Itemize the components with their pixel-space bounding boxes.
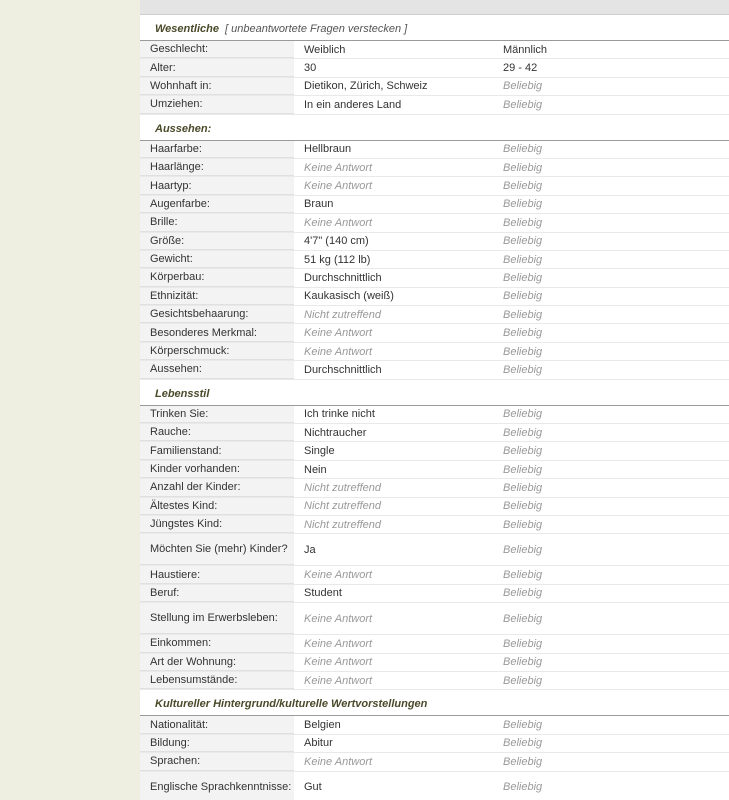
field-label: Sprachen: xyxy=(140,753,294,770)
hide-unanswered-link[interactable]: [ unbeantwortete Fragen verstecken ] xyxy=(225,23,408,35)
partner-preference: Beliebig xyxy=(503,463,543,476)
partner-preference: Beliebig xyxy=(503,143,543,156)
field-value: Hellbraun xyxy=(304,143,352,156)
profile-row xyxy=(140,566,729,584)
field-value: Nicht zutreffend xyxy=(304,518,382,531)
profile-row xyxy=(140,214,729,232)
field-value: Durchschnittlich xyxy=(304,363,382,376)
partner-preference: Beliebig xyxy=(503,80,543,93)
partner-preference: Beliebig xyxy=(503,587,543,600)
field-label: Art der Wohnung: xyxy=(140,654,294,671)
profile-row xyxy=(140,772,729,800)
field-label: Wohnhaft in: xyxy=(140,78,294,95)
field-value: In ein anderes Land xyxy=(304,98,402,111)
field-label: Beruf: xyxy=(140,585,294,602)
profile-row xyxy=(140,343,729,361)
partner-preference: Beliebig xyxy=(503,426,543,439)
profile-row xyxy=(140,654,729,672)
partner-preference: Männlich xyxy=(503,43,548,56)
field-label: Stellung im Erwerbsleben: xyxy=(140,603,294,634)
field-label: Einkommen: xyxy=(140,635,294,652)
partner-preference: Beliebig xyxy=(503,781,543,793)
partner-preference: Beliebig xyxy=(503,363,543,376)
field-label: Körperschmuck: xyxy=(140,343,294,360)
profile-row xyxy=(140,196,729,214)
profile-row xyxy=(140,424,729,442)
partner-preference: Beliebig xyxy=(503,253,543,266)
field-value: Nichtraucher xyxy=(304,426,367,439)
field-value: Single xyxy=(304,445,335,458)
profile-row xyxy=(140,59,729,77)
partner-preference: Beliebig xyxy=(503,271,543,284)
field-value: Keine Antwort xyxy=(304,345,373,358)
field-value: 4'7" (140 cm) xyxy=(304,235,369,248)
field-value: Ich trinke nicht xyxy=(304,408,375,421)
field-value: Ja xyxy=(304,543,316,556)
field-label: Besonderes Merkmal: xyxy=(140,324,294,341)
field-label: Ältestes Kind: xyxy=(140,498,294,515)
field-value: Nein xyxy=(304,463,327,476)
profile-row xyxy=(140,141,729,159)
partner-preference: Beliebig xyxy=(503,235,543,248)
field-label: Lebensumstände: xyxy=(140,672,294,689)
field-value: 51 kg (112 lb) xyxy=(304,253,371,266)
section-title: Aussehen: xyxy=(155,122,212,135)
profile-row xyxy=(140,251,729,269)
partner-preference: Beliebig xyxy=(503,308,543,321)
partner-preference: Beliebig xyxy=(503,445,543,458)
profile-row xyxy=(140,269,729,287)
partner-preference: Beliebig xyxy=(503,719,543,732)
field-label: Anzahl der Kinder: xyxy=(140,479,294,496)
profile-row xyxy=(140,534,729,566)
profile-row xyxy=(140,672,729,690)
section-title: Lebensstil xyxy=(155,387,210,400)
profile-row xyxy=(140,461,729,479)
field-value: Keine Antwort xyxy=(304,216,373,229)
top-bar xyxy=(140,0,729,15)
field-value: Braun xyxy=(304,198,334,211)
field-value: Nicht zutreffend xyxy=(304,308,382,321)
field-label: Brille: xyxy=(140,214,294,231)
field-value: Weiblich xyxy=(304,43,346,56)
field-label: Familienstand: xyxy=(140,442,294,459)
profile-row xyxy=(140,442,729,460)
field-value: Keine Antwort xyxy=(304,674,373,687)
partner-preference: Beliebig xyxy=(503,612,543,625)
field-label: Haarlänge: xyxy=(140,159,294,176)
section-heading xyxy=(140,690,729,716)
field-label: Alter: xyxy=(140,59,294,76)
field-value: Keine Antwort xyxy=(304,612,373,625)
field-label: Größe: xyxy=(140,233,294,250)
profile-row xyxy=(140,479,729,497)
field-label: Bildung: xyxy=(140,735,294,752)
field-label: Haartyp: xyxy=(140,177,294,194)
partner-preference: Beliebig xyxy=(503,569,543,582)
partner-preference: Beliebig xyxy=(503,543,543,556)
field-label: Jüngstes Kind: xyxy=(140,516,294,533)
partner-preference: Beliebig xyxy=(503,518,543,531)
partner-preference: Beliebig xyxy=(503,327,543,340)
profile-row xyxy=(140,603,729,635)
profile-row xyxy=(140,585,729,603)
field-label: Gesichtsbehaarung: xyxy=(140,306,294,323)
field-label: Kinder vorhanden: xyxy=(140,461,294,478)
field-label: Englische Sprachkenntnisse: xyxy=(140,772,294,800)
field-value: Gut xyxy=(304,781,322,793)
profile-panel xyxy=(140,0,729,800)
field-value: Keine Antwort xyxy=(304,180,373,193)
partner-preference: Beliebig xyxy=(503,500,543,513)
partner-preference: 29 - 42 xyxy=(503,62,538,75)
profile-row xyxy=(140,753,729,771)
field-label: Umziehen: xyxy=(140,96,294,113)
field-label: Augenfarbe: xyxy=(140,196,294,213)
partner-preference: Beliebig xyxy=(503,161,543,174)
field-label: Möchten Sie (mehr) Kinder? xyxy=(140,534,294,565)
profile-row xyxy=(140,516,729,534)
field-label: Aussehen: xyxy=(140,361,294,378)
field-value: Keine Antwort xyxy=(304,637,373,650)
field-label: Körperbau: xyxy=(140,269,294,286)
section-heading xyxy=(140,115,729,141)
profile-row xyxy=(140,177,729,195)
partner-preference: Beliebig xyxy=(503,755,543,768)
partner-preference: Beliebig xyxy=(503,216,543,229)
profile-row xyxy=(140,498,729,516)
field-value: Student xyxy=(304,587,342,600)
section-title: Kultureller Hintergrund/kulturelle Wertvorstellungen xyxy=(155,698,428,711)
partner-preference: Beliebig xyxy=(503,637,543,650)
field-value: Keine Antwort xyxy=(304,327,373,340)
profile-row xyxy=(140,159,729,177)
partner-preference: Beliebig xyxy=(503,345,543,358)
field-label: Ethnizität: xyxy=(140,288,294,305)
partner-preference: Beliebig xyxy=(503,481,543,494)
partner-preference: Beliebig xyxy=(503,656,543,669)
field-label: Trinken Sie: xyxy=(140,406,294,423)
partner-preference: Beliebig xyxy=(503,674,543,687)
profile-row xyxy=(140,288,729,306)
section-heading xyxy=(140,15,729,41)
field-value: Keine Antwort xyxy=(304,656,373,669)
profile-row xyxy=(140,324,729,342)
field-label: Nationalität: xyxy=(140,716,294,733)
field-value: Durchschnittlich xyxy=(304,271,382,284)
partner-preference: Beliebig xyxy=(503,198,543,211)
field-value: Keine Antwort xyxy=(304,161,373,174)
profile-row xyxy=(140,635,729,653)
field-label: Gewicht: xyxy=(140,251,294,268)
field-label: Haustiere: xyxy=(140,566,294,583)
field-value: Kaukasisch (weiß) xyxy=(304,290,394,303)
profile-row xyxy=(140,96,729,114)
partner-preference: Beliebig xyxy=(503,180,543,193)
field-label: Geschlecht: xyxy=(140,41,294,58)
profile-details xyxy=(140,15,729,800)
partner-preference: Beliebig xyxy=(503,408,543,421)
field-value: Keine Antwort xyxy=(304,569,373,582)
partner-preference: Beliebig xyxy=(503,98,543,111)
field-label: Haarfarbe: xyxy=(140,141,294,158)
field-value: Dietikon, Zürich, Schweiz xyxy=(304,80,428,93)
partner-preference: Beliebig xyxy=(503,290,543,303)
section-heading xyxy=(140,380,729,406)
profile-row xyxy=(140,406,729,424)
profile-row xyxy=(140,233,729,251)
field-label: Rauche: xyxy=(140,424,294,441)
field-value: Nicht zutreffend xyxy=(304,500,382,513)
profile-row xyxy=(140,41,729,59)
field-value: Nicht zutreffend xyxy=(304,481,382,494)
profile-row xyxy=(140,361,729,379)
field-value: Keine Antwort xyxy=(304,755,373,768)
field-value: Abitur xyxy=(304,737,333,750)
field-value: 30 xyxy=(304,62,317,75)
section-title: Wesentliche xyxy=(155,23,219,35)
profile-row xyxy=(140,735,729,753)
profile-row xyxy=(140,306,729,324)
partner-preference: Beliebig xyxy=(503,737,543,750)
field-value: Belgien xyxy=(304,719,341,732)
profile-row xyxy=(140,716,729,734)
profile-row xyxy=(140,78,729,96)
